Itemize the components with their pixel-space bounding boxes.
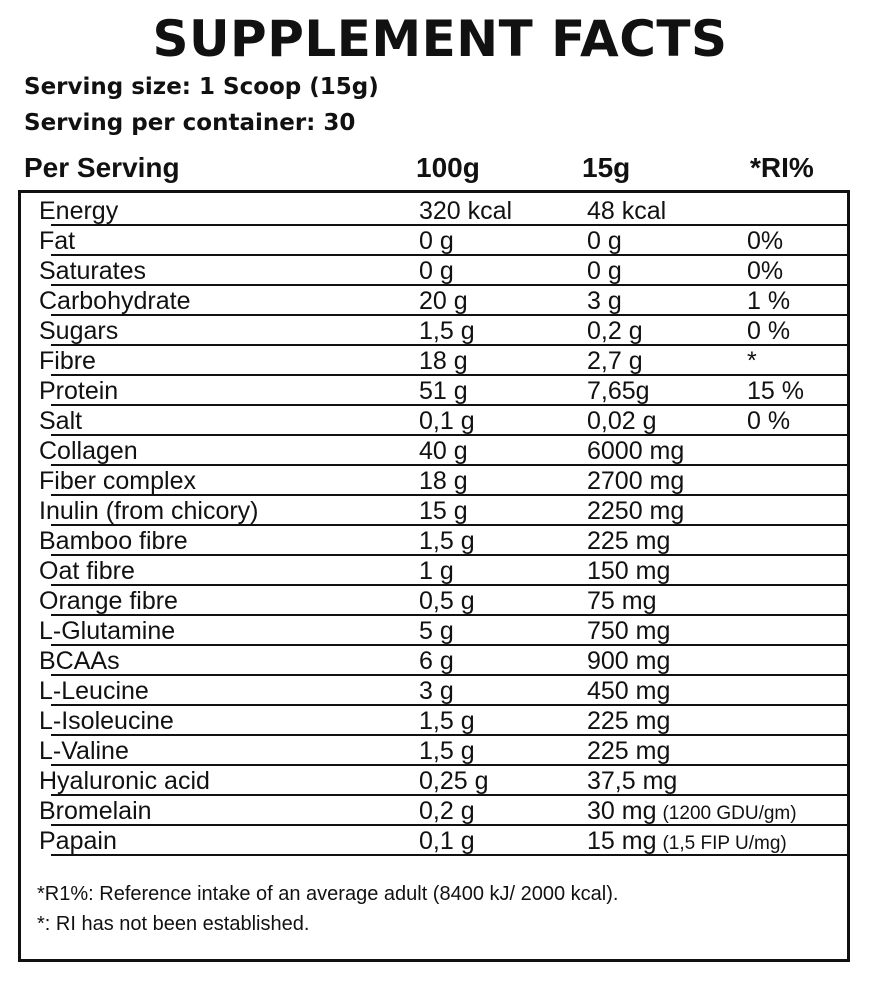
table-row [27,405,847,435]
nutrient-name: Sugars [39,317,119,345]
value-per-15g-amount: 900 mg [587,647,671,675]
table-row [27,735,847,765]
value-per-100g: 1 g [419,557,454,585]
value-per-15g-note: (1,5 FIP U/mg) [662,833,787,854]
table-row [27,585,847,615]
table-row [27,555,847,585]
value-per-15g-amount: 30 mg [587,797,657,825]
column-header-15g: 15g [582,152,631,183]
nutrient-name: L-Isoleucine [39,707,174,735]
table-row [27,675,847,705]
value-per-15g-amount: 225 mg [587,527,671,555]
nutrient-name: Collagen [39,437,138,465]
value-per-100g: 0,25 g [419,767,489,795]
nutrient-name: Inulin (from chicory) [39,497,259,525]
value-per-15g-amount: 0 g [587,257,622,285]
value-per-15g-amount: 2700 mg [587,467,685,495]
nutrient-name: Fiber complex [39,467,196,495]
value-per-15g-amount: 150 mg [587,557,671,585]
reference-intake-percent: * [747,347,757,375]
value-per-15g-amount: 75 mg [587,587,657,615]
table-row [27,255,847,285]
value-per-15g-amount: 3 g [587,287,622,315]
table-row [27,765,847,795]
nutrient-name: Papain [39,827,117,855]
value-per-15g-amount: 0,02 g [587,407,657,435]
reference-intake-percent: 0 % [747,317,791,345]
value-per-100g: 20 g [419,287,468,315]
table-row [27,645,847,675]
table-row [27,375,847,405]
reference-intake-percent: 0 % [747,407,791,435]
reference-intake-percent: 0% [747,227,784,255]
value-per-15g-amount: 0,2 g [587,317,643,345]
table-row [27,315,847,345]
value-per-100g: 18 g [419,347,468,375]
nutrient-name: L-Valine [39,737,129,765]
nutrient-name: Hyaluronic acid [39,767,210,795]
value-per-100g: 1,5 g [419,737,475,765]
nutrient-name: Carbohydrate [39,287,191,315]
serving-per-container: Serving per container: 30 [24,110,356,136]
value-per-15g-amount: 48 kcal [587,197,667,225]
value-per-15g-amount: 2,7 g [587,347,643,375]
value-per-15g-amount: 225 mg [587,707,671,735]
footnote-ri: *R1%: Reference intake of an average adult (8400 kJ/ 2000 kcal). [37,883,619,905]
value-per-15g-note: (1200 GDU/gm) [662,803,797,824]
footnote-not-established: *: RI has not been established. [37,913,310,935]
value-per-100g: 1,5 g [419,527,475,555]
nutrient-name: Fat [39,227,76,255]
table-row [27,345,847,375]
column-header-per-serving: Per Serving [24,152,180,183]
value-per-100g: 51 g [419,377,468,405]
reference-intake-percent: 1 % [747,287,791,315]
table-row [27,825,847,855]
value-per-100g: 0,2 g [419,797,475,825]
value-per-100g: 5 g [419,617,454,645]
nutrient-name: Fibre [39,347,96,375]
serving-size: Serving size: 1 Scoop (15g) [24,74,379,100]
nutrient-name: BCAAs [39,647,120,675]
value-per-100g: 1,5 g [419,707,475,735]
table-row [27,225,847,255]
table-row [27,615,847,645]
value-per-15g-amount: 7,65g [587,377,650,405]
value-per-15g-amount: 0 g [587,227,622,255]
table-row [27,795,847,825]
nutrient-name: Oat fibre [39,557,135,585]
value-per-100g: 40 g [419,437,468,465]
table-row [27,495,847,525]
value-per-100g: 0,5 g [419,587,475,615]
value-per-15g-amount: 225 mg [587,737,671,765]
nutrient-name: Bromelain [39,797,152,825]
value-per-100g: 0,1 g [419,827,475,855]
value-per-100g: 320 kcal [419,197,513,225]
table-row [27,705,847,735]
nutrient-name: Saturates [39,257,147,285]
value-per-15g-amount: 450 mg [587,677,671,705]
nutrient-name: Salt [39,407,83,435]
value-per-15g-amount: 15 mg [587,827,657,855]
page-title: SUPPLEMENT FACTS [152,10,728,68]
nutrient-name: Orange fibre [39,587,178,615]
reference-intake-percent: 15 % [747,377,804,405]
table-row [27,285,847,315]
value-per-100g: 0,1 g [419,407,475,435]
column-header-100g: 100g [416,152,480,183]
nutrition-table [18,190,850,962]
value-per-100g: 3 g [419,677,454,705]
value-per-100g: 18 g [419,467,468,495]
value-per-100g: 0 g [419,257,454,285]
nutrient-name: Energy [39,197,119,225]
value-per-100g: 1,5 g [419,317,475,345]
value-per-15g-amount: 2250 mg [587,497,685,525]
table-row [27,435,847,465]
value-per-100g: 6 g [419,647,454,675]
reference-intake-percent: 0% [747,257,784,285]
value-per-15g-amount: 750 mg [587,617,671,645]
nutrient-name: L-Leucine [39,677,149,705]
row-divider [51,854,849,856]
value-per-100g: 0 g [419,227,454,255]
table-row [27,525,847,555]
value-per-100g: 15 g [419,497,468,525]
value-per-15g-amount: 6000 mg [587,437,685,465]
nutrient-name: L-Glutamine [39,617,176,645]
nutrient-name: Protein [39,377,119,405]
value-per-15g-amount: 37,5 mg [587,767,678,795]
table-row [27,195,847,225]
column-header-ri: *RI% [750,152,814,183]
nutrient-name: Bamboo fibre [39,527,188,555]
table-row [27,465,847,495]
